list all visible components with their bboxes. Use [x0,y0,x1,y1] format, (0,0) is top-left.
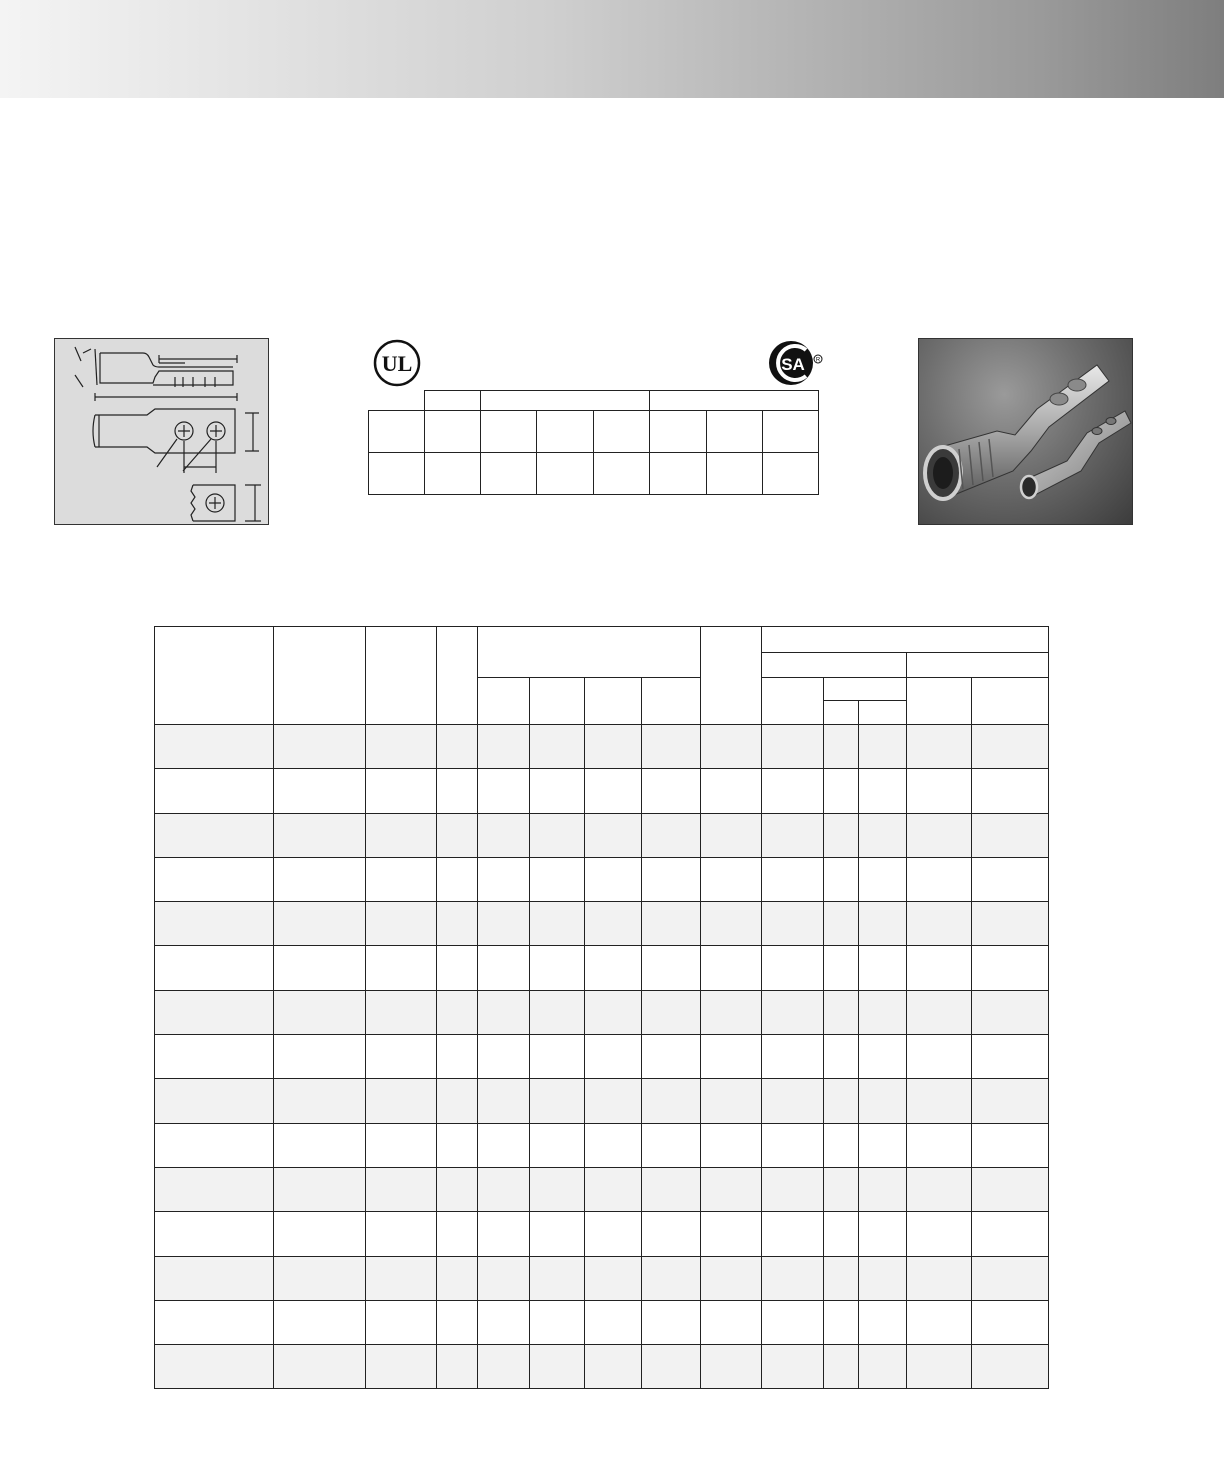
spec-table-cell [530,1079,585,1123]
spec-table-cell [907,1079,972,1123]
spec-table-cell [907,1345,972,1389]
spec-table-cell [972,1256,1049,1300]
spec-table-cell [642,1079,701,1123]
spec-table-cell [274,1123,366,1167]
spec-table-cell [478,1123,530,1167]
spec-table-cell [907,1167,972,1211]
spec-table-cell [701,725,762,769]
spec-table-cell [274,857,366,901]
spec-table-row [155,725,1049,769]
spec-table-cell [155,1123,274,1167]
spec-table-cell [701,1345,762,1389]
compression-lug-photo-image [919,339,1133,525]
spec-table-cell [907,1300,972,1344]
spec-table-cell [366,725,437,769]
spec-table-cell [642,769,701,813]
spec-table-cell [274,1167,366,1211]
spec-table-cell [585,1079,642,1123]
spec-table-cell [274,1300,366,1344]
cert-cell [481,411,537,453]
spec-table-cell [437,857,478,901]
spec-header-cell [437,627,478,725]
spec-table-cell [824,769,859,813]
spec-table-cell [859,1300,907,1344]
cert-cell [594,411,650,453]
spec-table-cell [530,1123,585,1167]
spec-header-cell [274,627,366,725]
spec-table-cell [642,1212,701,1256]
cert-header-cell [425,391,481,411]
spec-table-cell [701,1256,762,1300]
spec-table-cell [530,813,585,857]
spec-table-cell [155,813,274,857]
spec-table-cell [530,857,585,901]
spec-table-cell [478,990,530,1034]
spec-table-cell [824,1300,859,1344]
spec-table-cell [824,813,859,857]
spec-table-cell [155,857,274,901]
spec-table-row [155,857,1049,901]
spec-table-cell [859,813,907,857]
spec-table-cell [972,1123,1049,1167]
spec-table-cell [824,1079,859,1123]
spec-header-cell [642,678,701,725]
spec-table-cell [585,1345,642,1389]
spec-table-cell [585,1256,642,1300]
spec-table-cell [437,1035,478,1079]
spec-table-cell [478,857,530,901]
spec-table-cell [859,902,907,946]
spec-table-cell [859,1212,907,1256]
two-hole-lug-dimension-drawing-icon [55,339,270,526]
spec-table-cell [530,1256,585,1300]
spec-table-cell [478,1035,530,1079]
spec-table-cell [642,902,701,946]
spec-table-cell [824,1212,859,1256]
spec-table-cell [478,1256,530,1300]
spec-table-cell [972,857,1049,901]
cert-cell [707,453,763,495]
spec-header-cell [478,678,530,725]
spec-table-cell [972,946,1049,990]
spec-table-cell [701,1035,762,1079]
lug-dimension-drawing [54,338,269,525]
csa-certified-logo-icon [766,338,824,388]
spec-table-cell [972,813,1049,857]
ul-listed-logo [372,338,422,388]
spec-table-row [155,1035,1049,1079]
spec-table-cell [972,1212,1049,1256]
spec-table-cell [762,1256,824,1300]
cert-cell [537,453,594,495]
spec-table-cell [972,1079,1049,1123]
spec-table-cell [824,1167,859,1211]
spec-table-cell [366,1345,437,1389]
spec-table-cell [642,1167,701,1211]
spec-table-cell [437,1256,478,1300]
spec-table-cell [478,902,530,946]
spec-table-cell [762,1035,824,1079]
spec-table-cell [366,990,437,1034]
cert-row-label [369,411,425,453]
spec-table-cell [366,1167,437,1211]
specification-table [154,626,1049,1389]
spec-table-cell [824,946,859,990]
spec-table-cell [437,813,478,857]
spec-table-cell [701,990,762,1034]
cert-cell [763,453,819,495]
spec-table-cell [530,1212,585,1256]
spec-table-row [155,1123,1049,1167]
spec-table-cell [274,990,366,1034]
spec-table-cell [762,769,824,813]
spec-table-cell [642,946,701,990]
spec-table-row [155,1167,1049,1211]
spec-table-cell [972,1300,1049,1344]
spec-table-cell [972,1345,1049,1389]
spec-table-cell [701,1167,762,1211]
spec-table-cell [366,1212,437,1256]
spec-table-cell [366,946,437,990]
spec-table-cell [530,1035,585,1079]
spec-table-cell [437,1079,478,1123]
cert-header-csa-group [650,391,819,411]
spec-table-cell [907,1123,972,1167]
spec-table-cell [701,902,762,946]
spec-table-cell [530,1345,585,1389]
spec-header-cell [366,627,437,725]
spec-table-cell [274,725,366,769]
spec-table-cell [274,769,366,813]
spec-table-cell [585,813,642,857]
spec-table-cell [366,1256,437,1300]
certification-table [368,390,819,495]
spec-table-cell [907,902,972,946]
spec-table-cell [366,1079,437,1123]
cert-cell [763,411,819,453]
spec-table-cell [478,813,530,857]
spec-table-cell [762,857,824,901]
spec-table-row [155,813,1049,857]
compression-lug-photo [918,338,1133,525]
spec-table-cell [585,946,642,990]
spec-header-cell [972,678,1049,725]
spec-table-cell [824,1123,859,1167]
spec-table-cell [859,769,907,813]
spec-table-cell [366,857,437,901]
spec-table-cell [907,1256,972,1300]
spec-header-dimensions-group [478,627,701,678]
spec-table-cell [762,1345,824,1389]
spec-table-cell [859,1167,907,1211]
spec-header-subgroup [762,653,907,678]
spec-table-cell [585,1167,642,1211]
spec-header-cell [859,701,907,725]
spec-header-cell [701,627,762,725]
spec-table-cell [642,857,701,901]
spec-table-cell [907,725,972,769]
csa-certified-logo [766,338,824,388]
svg-text:R: R [815,357,821,364]
spec-table-cell [701,1300,762,1344]
spec-table-cell [585,1035,642,1079]
spec-table-cell [437,769,478,813]
spec-table-cell [762,1300,824,1344]
spec-table-cell [274,1256,366,1300]
header-band [0,0,1224,98]
spec-table-cell [859,725,907,769]
spec-table-cell [762,1212,824,1256]
spec-table-cell [530,990,585,1034]
spec-table-cell [701,1123,762,1167]
cert-cell [537,411,594,453]
spec-header-cell [824,678,907,701]
spec-table-cell [585,1300,642,1344]
spec-table-cell [859,990,907,1034]
spec-table-cell [642,725,701,769]
spec-table-cell [859,1035,907,1079]
spec-table-cell [155,1300,274,1344]
spec-table-cell [762,990,824,1034]
spec-table-cell [155,725,274,769]
spec-table-cell [437,1345,478,1389]
cert-cell [594,453,650,495]
spec-table-cell [859,1079,907,1123]
spec-table-cell [274,1079,366,1123]
spec-table-row [155,1345,1049,1389]
cert-header-ul-group [481,391,650,411]
spec-table-cell [642,1300,701,1344]
spec-table-cell [701,813,762,857]
spec-table-cell [274,1212,366,1256]
spec-table-cell [366,1035,437,1079]
spec-table-cell [701,1212,762,1256]
spec-table-cell [824,990,859,1034]
spec-header-cell [907,678,972,725]
spec-table-cell [274,946,366,990]
spec-table-cell [155,1256,274,1300]
cert-cell [650,453,707,495]
spec-table-cell [274,1035,366,1079]
spec-table-cell [437,902,478,946]
spec-table-cell [274,1345,366,1389]
spec-table-cell [437,1212,478,1256]
cert-cell [425,453,481,495]
spec-table-cell [701,1079,762,1123]
spec-header-subgroup [907,653,1049,678]
spec-table-cell [642,813,701,857]
spec-table-cell [274,813,366,857]
spec-table-cell [155,1212,274,1256]
cert-row-label [369,453,425,495]
spec-table-cell [907,946,972,990]
spec-table-cell [762,1123,824,1167]
spec-table-cell [530,1300,585,1344]
spec-table-cell [907,1035,972,1079]
spec-table-cell [155,902,274,946]
spec-table-cell [530,946,585,990]
spec-table-cell [907,813,972,857]
spec-table-cell [274,902,366,946]
spec-table-cell [155,1035,274,1079]
spec-table-cell [478,1212,530,1256]
spec-table-cell [155,1345,274,1389]
spec-table-cell [478,769,530,813]
spec-table-cell [859,946,907,990]
spec-table-cell [762,946,824,990]
spec-table-cell [585,1123,642,1167]
ul-logo-text: UL [381,351,413,376]
spec-table-cell [366,902,437,946]
spec-table-cell [478,1079,530,1123]
spec-table-cell [437,725,478,769]
spec-table-cell [478,725,530,769]
cert-cell [707,411,763,453]
spec-table-cell [155,769,274,813]
spec-table-cell [701,857,762,901]
spec-table-cell [824,902,859,946]
spec-table-row [155,1079,1049,1123]
spec-table-cell [585,990,642,1034]
spec-table-cell [762,1167,824,1211]
spec-table-cell [907,857,972,901]
spec-table-cell [859,1123,907,1167]
cert-cell [481,453,537,495]
spec-table-cell [530,902,585,946]
spec-table-cell [530,769,585,813]
spec-header-cell [155,627,274,725]
spec-table-row [155,946,1049,990]
spec-header-cell [762,678,824,725]
spec-table-cell [972,902,1049,946]
spec-table-cell [642,1256,701,1300]
spec-table-cell [824,725,859,769]
spec-table-cell [366,769,437,813]
spec-table-row [155,1256,1049,1300]
spec-table-cell [859,857,907,901]
spec-table-cell [530,1167,585,1211]
spec-table-cell [585,1212,642,1256]
spec-table-cell [155,946,274,990]
spec-table-cell [907,1212,972,1256]
spec-table-cell [585,902,642,946]
spec-table-cell [155,990,274,1034]
spec-table-cell [642,990,701,1034]
spec-table-row [155,990,1049,1034]
spec-table-cell [530,725,585,769]
spec-table-cell [366,813,437,857]
spec-table-cell [366,1123,437,1167]
spec-header-tooling-group [762,627,1049,653]
spec-table-cell [585,725,642,769]
spec-table-cell [859,1256,907,1300]
spec-table-cell [642,1123,701,1167]
spec-table-cell [701,946,762,990]
cert-table-corner [369,391,425,411]
spec-table-cell [972,990,1049,1034]
spec-table-cell [437,946,478,990]
ul-listed-logo-icon [372,338,422,388]
cert-cell [650,411,707,453]
spec-table-cell [437,1123,478,1167]
spec-table-row [155,1212,1049,1256]
spec-table-cell [824,857,859,901]
spec-table-cell [642,1345,701,1389]
spec-table-row [155,1300,1049,1344]
cert-cell [425,411,481,453]
spec-table-cell [762,902,824,946]
spec-table-cell [907,769,972,813]
spec-table-cell [585,769,642,813]
spec-table-cell [437,1167,478,1211]
spec-table-cell [642,1035,701,1079]
spec-table-cell [824,1345,859,1389]
spec-table-cell [478,946,530,990]
csa-logo-text: SA [781,355,805,374]
spec-table-cell [478,1167,530,1211]
spec-table-cell [701,769,762,813]
spec-table-cell [907,990,972,1034]
spec-table-cell [437,1300,478,1344]
spec-table-cell [859,1345,907,1389]
spec-table-cell [824,1035,859,1079]
spec-table-cell [762,725,824,769]
spec-table-cell [824,1256,859,1300]
spec-header-cell [530,678,585,725]
spec-table-cell [478,1300,530,1344]
spec-header-cell [585,678,642,725]
spec-table-cell [972,769,1049,813]
spec-table-cell [762,1079,824,1123]
spec-table-cell [762,813,824,857]
spec-table-cell [437,990,478,1034]
spec-table-cell [972,1035,1049,1079]
spec-table-cell [155,1167,274,1211]
spec-table-cell [155,1079,274,1123]
spec-table-cell [478,1345,530,1389]
spec-table-cell [366,1300,437,1344]
spec-table-cell [972,1167,1049,1211]
spec-header-cell [824,701,859,725]
spec-table-cell [972,725,1049,769]
spec-table-row [155,902,1049,946]
spec-table-cell [585,857,642,901]
spec-table-row [155,769,1049,813]
